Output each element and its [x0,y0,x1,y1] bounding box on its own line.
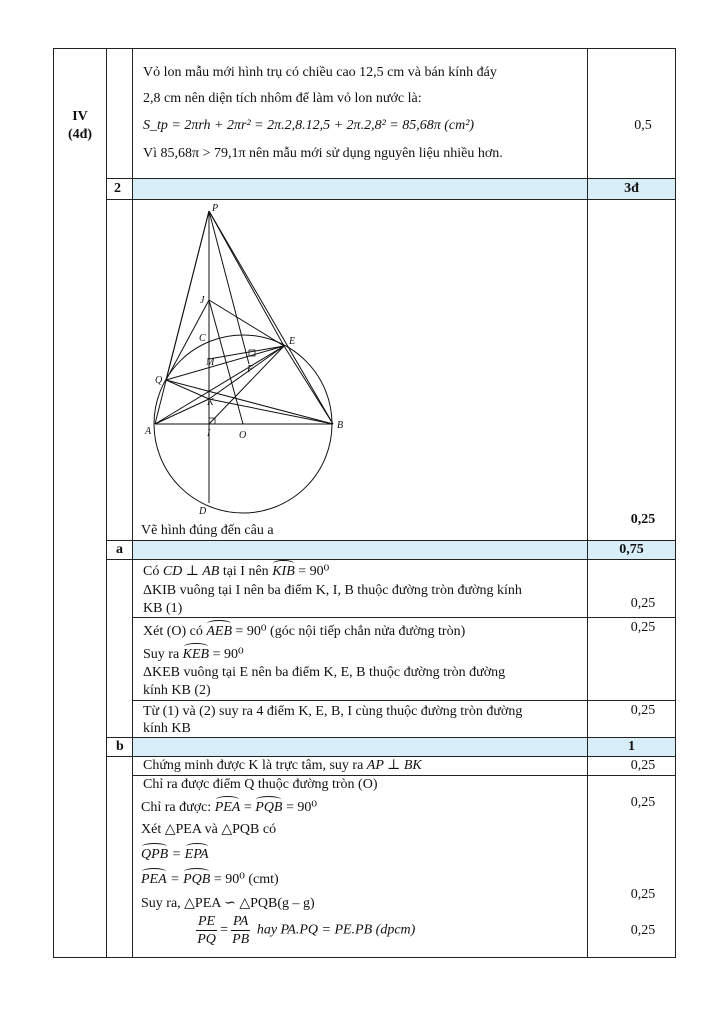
q2-band [133,179,587,199]
segment-kb [209,399,333,424]
figure-score: 0,25 [630,512,656,527]
point-label-p: P [212,203,219,214]
table-border-left [53,48,54,958]
part-a-b2-score: 0,25 [630,620,656,635]
angle-pqb: PQB [255,800,283,815]
q2-label: 2 [114,181,121,196]
angle-pea-2: PEA [141,872,167,887]
angle-kib: KIB [272,564,295,579]
part-a-b3-line2: kính KB [143,721,191,736]
part-b-label: b [116,739,124,754]
part-a-label: a [116,542,123,557]
angle-epa: EPA [184,847,209,862]
part-b-row1-score: 0,25 [630,758,656,773]
geometry-figure [140,200,360,520]
part-a-b1-line2: ΔKIB vuông tại I nên ba điểm K, I, B thuộc đường tròn đường kính [143,583,522,598]
angle-pea: PEA [214,800,241,815]
fraction-pe-pq: $\frac{PE}{PQ}$ [197,914,216,947]
table-border-bottom [53,957,676,958]
part-b-row2-line2: Chỉ ra được: PEA = PQB = 90⁰ [141,800,317,815]
part-a-b3-line1: Từ (1) và (2) suy ra 4 điểm K, E, B, I cùng thuộc đường tròn đường [143,704,523,719]
segment-ak [155,399,209,424]
segment-eb [284,346,333,424]
point-label-o: O [239,430,247,441]
angle-aeb: AEB [206,624,233,639]
row-sep-a2 [132,700,676,701]
figure-caption: Vẽ hình đúng đến câu a [141,523,274,538]
point-label-a: A [145,426,152,437]
part-b-band [133,738,587,756]
point-label-f: F [247,364,254,375]
part-a-b2-line2: Suy ra KEB = 90⁰ [143,647,244,662]
point-label-j: J [200,295,205,306]
table-border-right [675,48,676,958]
fraction-pa-pb: $\frac{PA}{PB}$ [232,914,250,947]
angle-qpb: QPB [141,847,169,862]
part-a-b1-line3: KB (1) [143,601,183,616]
part-b-row2-line4: QPB = EPA [141,847,209,862]
part-a-b3-score: 0,25 [630,703,656,718]
part-a-band [133,541,587,559]
part1-formula: S_tp = 2πrh + 2πr² = 2π.2,8.12,5 + 2π.2,8² = 85,68π (cm²) [143,118,475,133]
part-b-row2-line7: $\frac{PE}{PQ}$ = $\frac{PA}{PB}$ hay PA.PQ = PE.PB (dpcm) [197,914,416,947]
segment-je [209,300,284,346]
row-sep-q2-top [106,178,676,179]
point-label-e: E [289,336,296,347]
section-code: IV [72,109,88,124]
segment-pe [209,211,284,346]
angle-pqb-2: PQB [183,872,211,887]
part-b-row2-score1: 0,25 [630,795,656,810]
point-label-b: B [337,420,344,431]
segment-pb [209,211,333,424]
angle-keb: KEB [182,647,210,662]
part1-line2: 2,8 cm nên diện tích nhôm để làm vỏ lon nước là: [143,91,422,106]
part-a-b1-score: 0,25 [630,596,656,611]
part-b-row2-line1: Chỉ ra được điểm Q thuộc đường tròn (O) [143,777,378,792]
point-label-q: Q [155,375,163,386]
segment-ae [155,346,284,424]
part-a-b2-line3: ΔKEB vuông tại E nên ba điểm K, E, B thuộc đường tròn đường [143,665,506,680]
row-sep-a1 [132,617,676,618]
point-label-k: K [207,397,214,408]
part-b-row2-line3: Xét △PEA và △PQB có [141,822,277,837]
segment-pf [209,211,249,364]
part-b-row2-score3: 0,25 [630,923,656,938]
part-b-row2-score2: 0,25 [630,887,656,902]
part-b-row1: Chứng minh được K là trực tâm, suy ra AP ⊥ BK [143,758,422,773]
point-label-m: M [206,357,215,368]
part-b-row2-line5: PEA = PQB = 90⁰ (cmt) [141,872,279,887]
part-a-score: 0,75 [619,542,644,557]
section-points: (4đ) [67,127,93,142]
part1-score: 0,5 [634,118,652,133]
row-sep-a-band-bottom [106,559,676,560]
segment-qe [166,346,284,380]
point-label-c: C [199,333,206,344]
point-label-d: D [199,506,207,517]
part-a-b2-line4: kính KB (2) [143,683,211,698]
part-a-b2-line1: Xét (O) có AEB = 90⁰ (góc nội tiếp chắn nửa đường tròn) [143,624,466,639]
table-border-top [53,48,676,49]
point-label-i: I [207,428,211,439]
part-b-row2-line6: Suy ra, △PEA ∽ △PQB(g – g) [141,896,315,911]
part-a-b1-line1: Có CD ⊥ AB tại I nên KIB = 90⁰ [143,564,330,579]
part1-line4: Vì 85,68π > 79,1π nên mẫu mới sử dụng nguyên liệu nhiều hơn. [143,146,503,161]
part-b-score: 1 [628,739,635,754]
q2-score: 3đ [624,181,639,196]
part1-line1: Vỏ lon mẫu mới hình trụ có chiều cao 12,5 cm và bán kính đáy [143,65,497,80]
table-col-divider-1 [106,48,107,958]
